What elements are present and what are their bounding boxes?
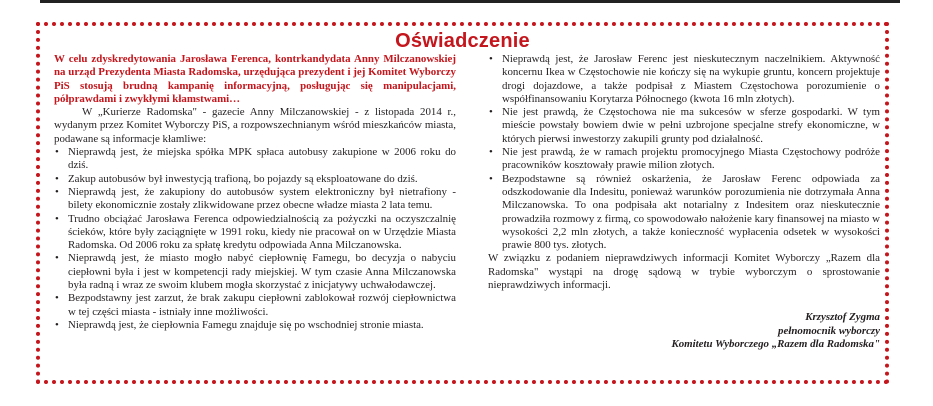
intro-paragraph: W „Kurierze Radomska" - gazecie Anny Milczanowskiej - z listopada 2014 r., wydanym przez Komitet Wyborczy PiS, a rozpowszechnianym wśród mieszkańców miasta, podawane są informacje kłamliwe: xyxy=(54,106,456,145)
signature-block xyxy=(488,311,880,351)
list-item: • Nie jest prawdą, że Częstochowa nie ma sukcesów w sferze gospodarki. W tym mieście powstały bowiem dwie w pełni uzbrojone specjalne strefy ekonomiczne, w których pierwsi inwestorzy zakupili grunty pod działalność. xyxy=(489,106,880,145)
signature-name: Krzysztof Zygma xyxy=(805,311,880,324)
bullet-icon: • xyxy=(55,292,59,305)
bullet-icon: • xyxy=(489,53,493,65)
list-item: • Bezpodstawny jest zarzut, że brak zakupu ciepłowni zablokował rozwój ciepłownictwa w tej części miasta - istniały inne możliwości. xyxy=(55,292,456,318)
bullet-icon: • xyxy=(489,106,493,119)
list-item: • Nieprawdą jest, że Jarosław Ferenc jest nieskutecznym naczelnikiem. Aktywność koncernu Ikea w Częstochowie nie kończy się na wykupie gruntu, koncern projektuje drogi dojazdowe, a także podpisał z Miastem Częstochowa porozumienie o współfinansowaniu Korytarza Północnego (kwota 16 mln złotych). xyxy=(489,53,880,105)
bullet-icon: • xyxy=(489,172,493,185)
lead-paragraph: W celu zdyskredytowania Jarosława Ferenca, kontrkandydata Anny Milczanowskiej na urząd Prezydenta Miasta Radomska, urzędująca prezydent i jej Komitet Wyborczy PiS stosują brudną kampanię informacyjną, posługując się manipulacjami, półprawdami i zwykłymi kłamstwami… xyxy=(54,53,456,105)
list-item: • Nieprawdą jest, że zakupiony do autobusów system elektroniczny był nietrafiony - bilety ekonomicznie zostały zlikwidowane przez obecne władze miasta 2 lata temu. xyxy=(55,185,456,212)
left-bullet-list xyxy=(54,146,456,332)
list-item: • Nieprawdą jest, że miasto mogło nabyć ciepłownię Famegu, bo decyzja o nabyciu ciepłowni była i jest w kompetencji rady miejskiej. W tym czasie Anna Milczanowska była radną i wraz ze swoim klubem mogła skorzystać z inicjatywy uchwałodawczej. xyxy=(55,252,456,292)
list-item: • Nieprawdą jest, że ciepłownia Famegu znajduje się po wschodniej stronie miasta. xyxy=(55,318,424,331)
bullet-icon: • xyxy=(55,185,59,198)
list-item: • Zakup autobusów był inwestycją trafioną, bo pojazdy są eksploatowane do dziś. xyxy=(55,172,418,185)
top-rule xyxy=(40,0,900,3)
list-item: • Bezpodstawne są również oskarżenia, że Jarosław Ferenc odpowiada za odszkodowanie dla Indesitu, ponieważ warunków porozumienia nie dotrzymała Anna Milczanowska. To ona podpisała akt notarialny z Indesitem oraz nieskutecznie prowadziła rozmowy z firmą, co spowodowało nałożenie kary finansowej na miasto w wysokości 2,2 mln złotych, a także konieczność wypłacenia odsetek w wysokości prawie 800 tys. złotych. xyxy=(489,172,880,252)
bullet-icon: • xyxy=(55,252,59,265)
list-item: • Trudno obciążać Jarosława Ferenca odpowiedzialnością za pożyczki na oczyszczalnię ścieków, które były zaciągnięte w 1991 roku, kiedy nie pracował on w Urzędzie Miasta Radomska. Od 2006 roku za spłatę kredytu odpowiada Anna Milczanowska. xyxy=(55,212,456,252)
bullet-icon: • xyxy=(55,318,59,331)
bullet-icon: • xyxy=(489,146,493,159)
signature-org: Komitetu Wyborczego „Razem dla Radomska" xyxy=(671,337,880,350)
right-column xyxy=(488,53,880,351)
right-bullet-list xyxy=(488,53,880,252)
left-column xyxy=(54,53,456,332)
list-item: • Nieprawdą jest, że miejska spółka MPK spłaca autobusy zakupione w 2006 roku do dziś. xyxy=(55,146,456,172)
list-item: • Nie jest prawdą, że w ramach projektu promocyjnego Miasta Częstochowy podróże pracowników kosztowały prawie milion złotych. xyxy=(489,146,880,172)
statement-box xyxy=(36,22,889,384)
closing-paragraph: W związku z podaniem nieprawdziwych informacji Komitet Wyborczy „Razem dla Radomska" wystąpi na drogę sądową w trybie wyborczym o sprostowanie nieprawdziwych informacji. xyxy=(488,252,880,292)
bullet-icon: • xyxy=(55,172,59,185)
bullet-icon: • xyxy=(55,146,59,159)
signature-role: pełnomocnik wyborczy xyxy=(778,324,880,337)
bullet-icon: • xyxy=(55,212,59,225)
statement-title: Oświadczenie xyxy=(395,30,530,52)
